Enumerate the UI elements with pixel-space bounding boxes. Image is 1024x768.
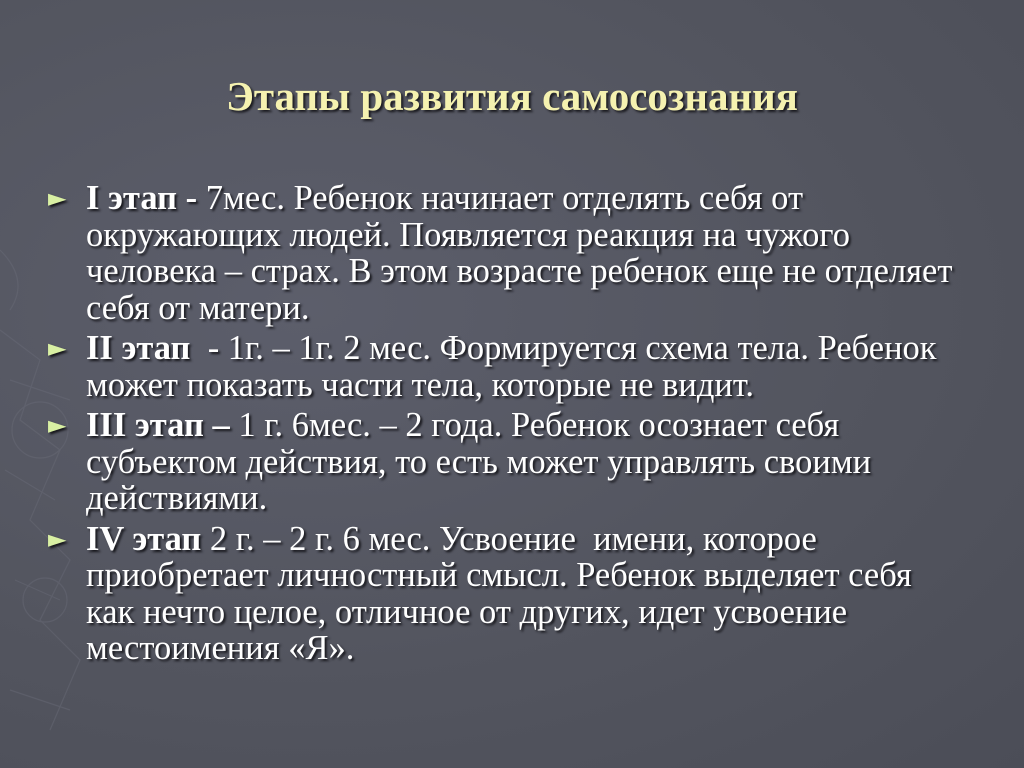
- list-item-stage-2: [46, 330, 966, 403]
- stage-label: IV этап: [86, 519, 202, 558]
- stage-text: 7мес. Ребенок начинает отделять себя от окружающих людей. Появляется реакция на чужого человека – страх. В этом возрасте ребенок еще не отделяет себя от матери.: [86, 179, 953, 327]
- stage-label: III этап –: [86, 406, 230, 444]
- slide-title: Этапы развития самосознания: [226, 73, 798, 119]
- stage-text: 2 г. – 2 г. 6 мес. Усвоение имени, которое приобретает личностный смысл. Ребенок выделяет себя как нечто целое, отличное от других, идет усвоение местоимения «Я».: [86, 519, 921, 667]
- stage-text: - 1г. – 1г. 2 мес. Формируется схема тела. Ребенок может показать части тела, которые не видит.: [86, 329, 937, 404]
- triangle-right-bullet-icon: ►: [48, 524, 67, 553]
- stage-text: 1 г. 6мес. – 2 года. Ребенок осознает себя субъектом действия, то есть может управлять своими действиями.: [86, 406, 872, 517]
- triangle-right-bullet-icon: ►: [48, 184, 67, 212]
- stage-label: II этап: [86, 329, 200, 367]
- list-item-stage-3: [46, 407, 966, 517]
- stage-label: I этап -: [86, 179, 198, 217]
- triangle-right-bullet-icon: ►: [48, 411, 67, 439]
- triangle-right-bullet-icon: ►: [48, 334, 67, 362]
- list-item-stage-1: [46, 180, 966, 326]
- stages-list: [46, 180, 966, 671]
- list-item-stage-4: [46, 521, 966, 667]
